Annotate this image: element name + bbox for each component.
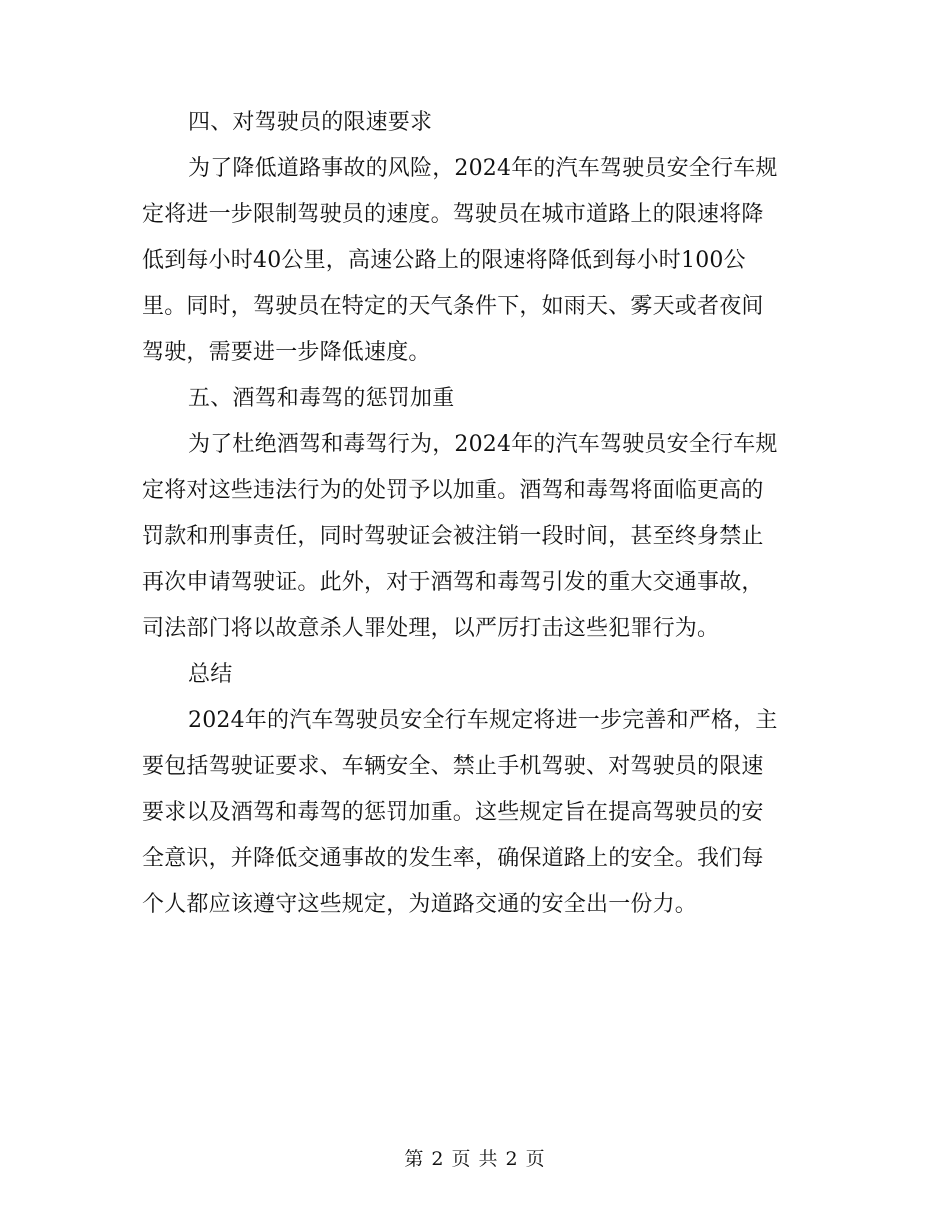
section-heading-speed-limit: 四、对驾驶员的限速要求	[188, 110, 433, 135]
paragraph-line: 为了降低道路事故的风险，2024年的汽车驾驶员安全行车规	[188, 156, 778, 181]
page-footer: 第 2 页 共 2 页	[404, 1148, 546, 1170]
document-body	[142, 100, 812, 928]
paragraph-line: 驾驶，需要进一步降低速度。	[142, 340, 431, 365]
paragraph-line: 全意识，并降低交通事故的发生率，确保道路上的安全。我们每	[142, 846, 764, 871]
paragraph-line: 里。同时，驾驶员在特定的天气条件下，如雨天、雾天或者夜间	[142, 294, 764, 319]
paragraph-line: 再次申请驾驶证。此外，对于酒驾和毒驾引发的重大交通事故，	[142, 570, 764, 595]
section-heading-summary: 总结	[188, 662, 233, 687]
paragraph-line: 个人都应该遵守这些规定，为道路交通的安全出一份力。	[142, 892, 698, 917]
paragraph-line: 为了杜绝酒驾和毒驾行为，2024年的汽车驾驶员安全行车规	[188, 432, 778, 457]
paragraph-line: 2024年的汽车驾驶员安全行车规定将进一步完善和严格，主	[188, 708, 778, 733]
paragraph-line: 要包括驾驶证要求、车辆安全、禁止手机驾驶、对驾驶员的限速	[142, 754, 764, 779]
section-heading-drunk-driving: 五、酒驾和毒驾的惩罚加重	[188, 386, 455, 411]
paragraph-line: 低到每小时40公里，高速公路上的限速将降低到每小时100公	[142, 248, 746, 273]
paragraph-line: 要求以及酒驾和毒驾的惩罚加重。这些规定旨在提高驾驶员的安	[142, 800, 764, 825]
paragraph-line: 罚款和刑事责任，同时驾驶证会被注销一段时间，甚至终身禁止	[142, 524, 764, 549]
paragraph-line: 定将进一步限制驾驶员的速度。驾驶员在城市道路上的限速将降	[142, 202, 764, 227]
paragraph-line: 定将对这些违法行为的处罚予以加重。酒驾和毒驾将面临更高的	[142, 478, 764, 503]
paragraph-line: 司法部门将以故意杀人罪处理，以严厉打击这些犯罪行为。	[142, 616, 720, 641]
